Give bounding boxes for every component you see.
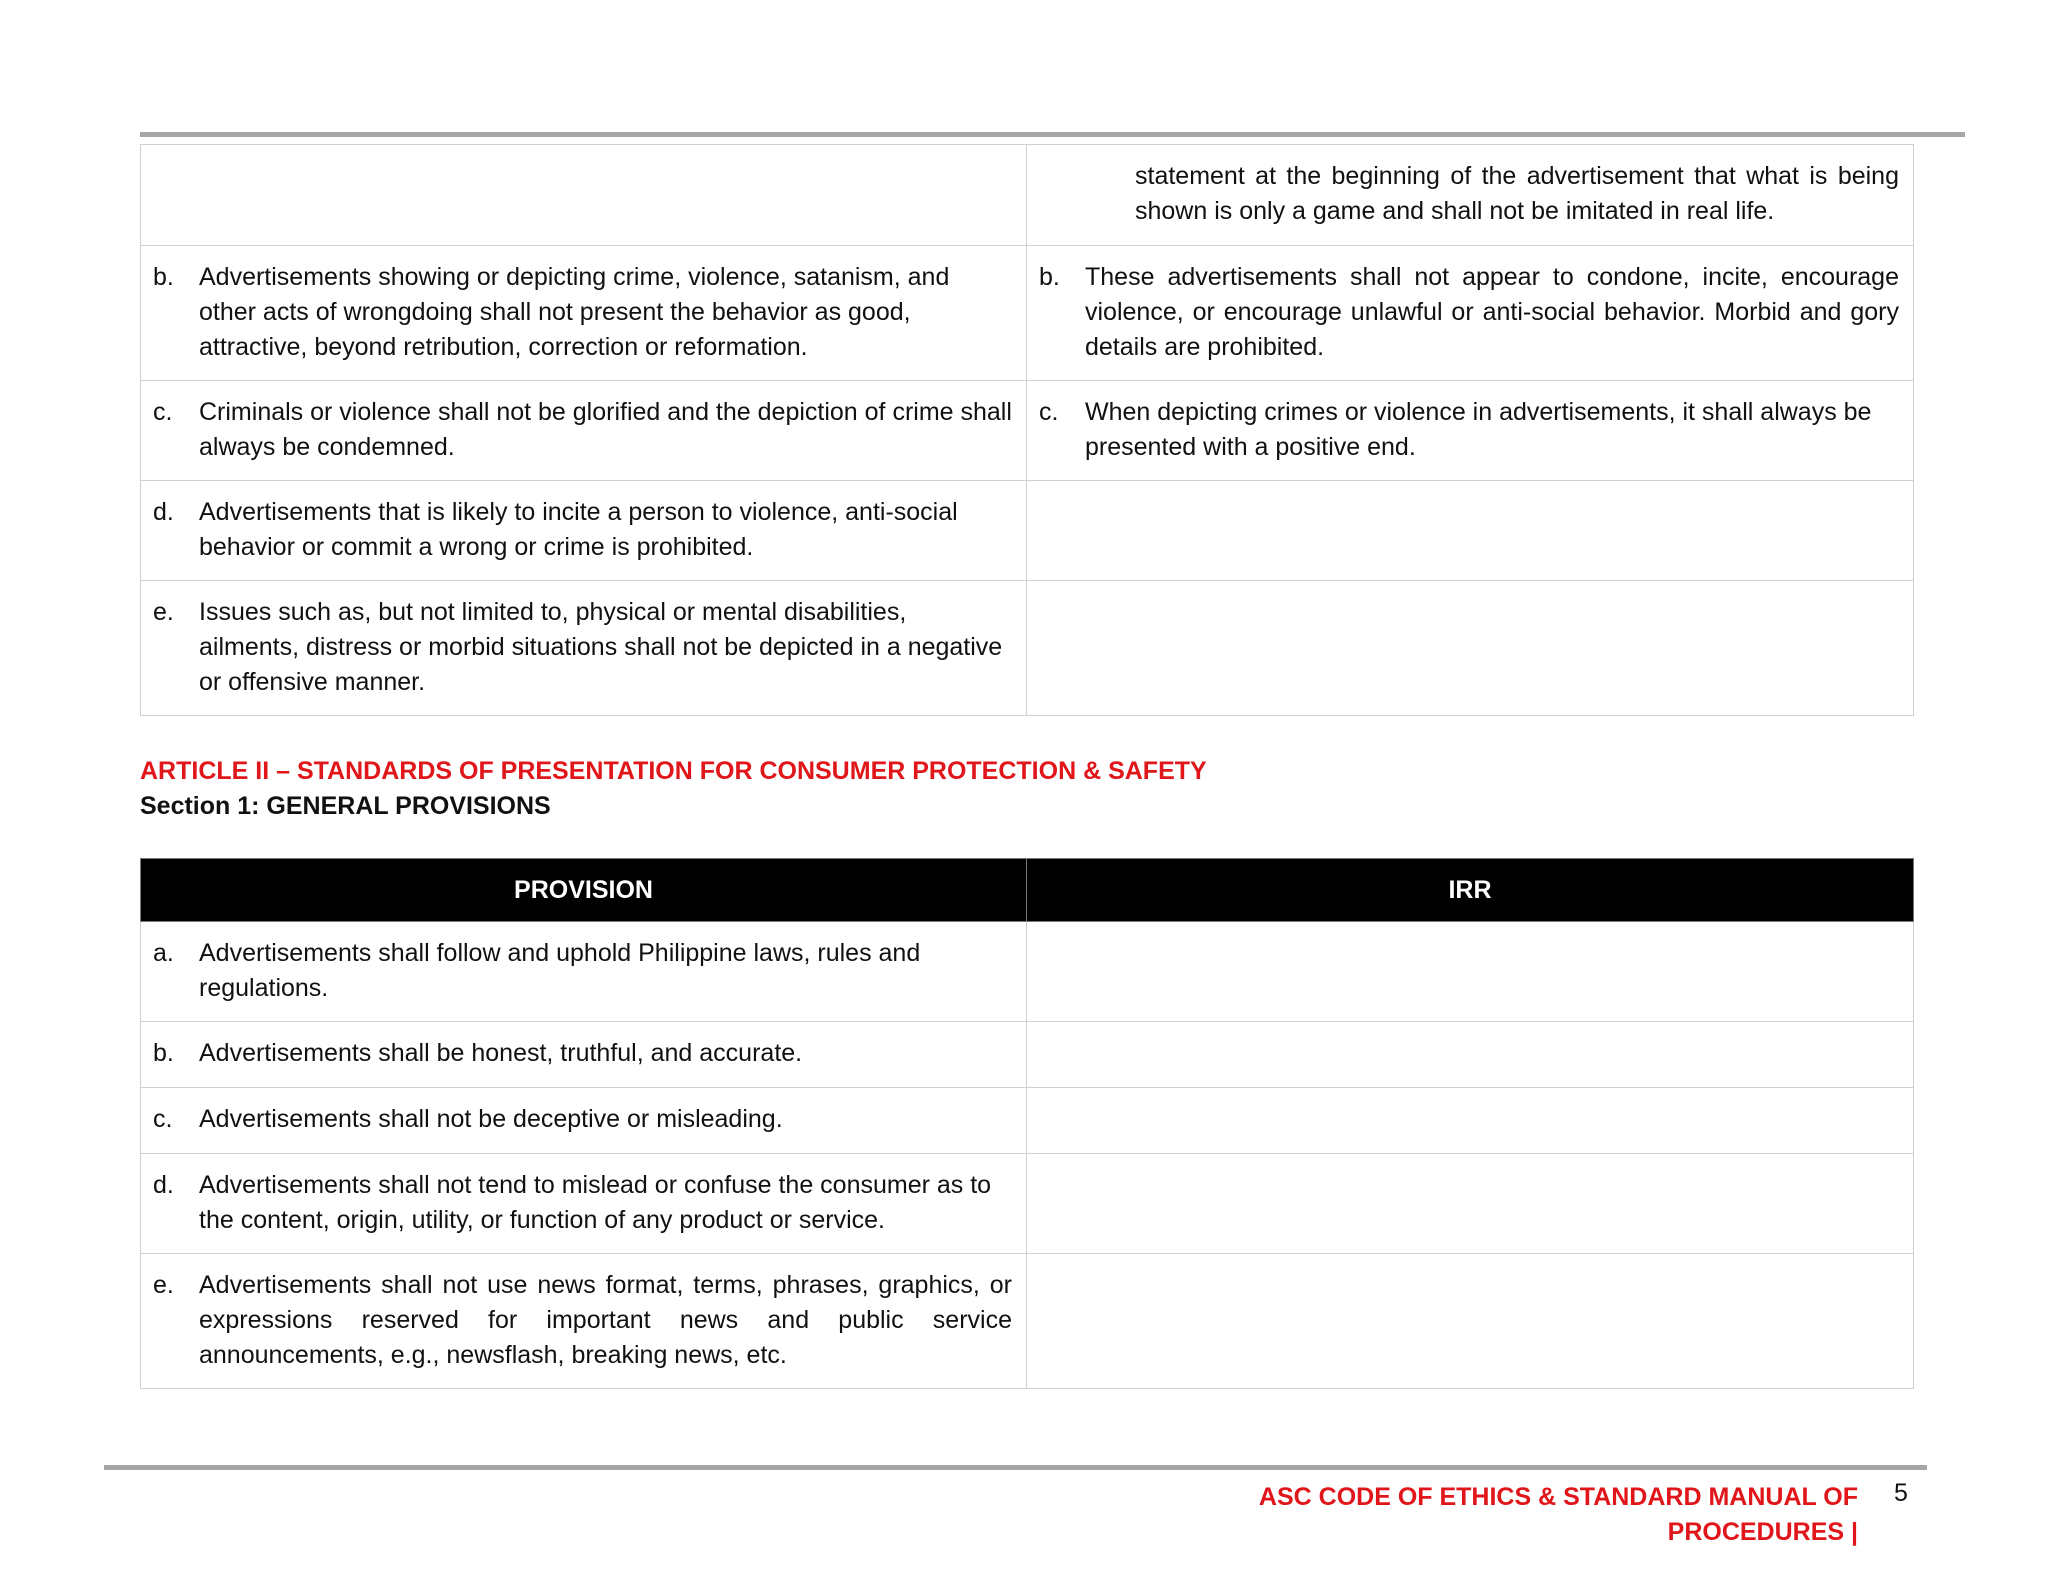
table-row	[141, 381, 1914, 481]
irr-text: When depicting crimes or violence in advertisements, it shall always be presented with a positive end.	[1085, 398, 1872, 461]
irr-cell	[1027, 381, 1914, 481]
irr-cell	[1027, 581, 1914, 716]
article-title: ARTICLE II – STANDARDS OF PRESENTATION FOR CONSUMER PROTECTION & SAFETY	[140, 757, 1207, 785]
table-row	[141, 1254, 1914, 1389]
code-table-continued	[140, 144, 1914, 716]
irr-cell	[1027, 145, 1914, 246]
item-label: c.	[1039, 398, 1059, 426]
provision-cell	[141, 381, 1027, 481]
provision-text: Advertisements shall be honest, truthful, and accurate.	[199, 1039, 803, 1067]
irr-cell	[1027, 1154, 1914, 1254]
provision-cell	[141, 581, 1027, 716]
provision-cell	[141, 246, 1027, 381]
item-label: e.	[153, 1271, 174, 1299]
provision-cell	[141, 145, 1027, 246]
provision-text: Advertisements that is likely to incite a person to violence, anti-social behavior or commit a wrong or crime is prohibited.	[199, 498, 958, 561]
irr-text: These advertisements shall not appear to condone, incite, encourage violence, or encourage unlawful or anti-social behavior. Morbid and gory details are prohibited.	[1085, 263, 1899, 361]
provision-text: Advertisements showing or depicting crime, violence, satanism, and other acts of wrongdoing shall not present the behavior as good, attractive, beyond retribution, correction or reformation.	[199, 263, 950, 361]
irr-cell	[1027, 481, 1914, 581]
item-label: c.	[153, 1105, 173, 1133]
irr-cell	[1027, 246, 1914, 381]
table-row	[141, 246, 1914, 381]
item-label: d.	[153, 1171, 174, 1199]
table-row	[141, 1022, 1914, 1088]
provision-cell	[141, 1088, 1027, 1154]
provision-cell	[141, 1022, 1027, 1088]
irr-cell	[1027, 1022, 1914, 1088]
table-row	[141, 922, 1914, 1022]
provision-header: PROVISION	[141, 859, 1027, 922]
footer-title: ASC CODE OF ETHICS & STANDARD MANUAL OF PROCEDURES |	[1258, 1483, 1858, 1546]
irr-header: IRR	[1027, 859, 1914, 922]
irr-cell	[1027, 922, 1914, 1022]
table-header-row	[141, 859, 1914, 922]
table-row	[141, 581, 1914, 716]
provision-text: Advertisements shall not tend to mislead or confuse the consumer as to the content, origin, utility, or function of any product or service.	[199, 1171, 992, 1234]
item-label: b.	[153, 1039, 174, 1067]
table-row	[141, 145, 1914, 246]
item-label: c.	[153, 398, 173, 426]
provision-text: Issues such as, but not limited to, physical or mental disabilities, ailments, distress or morbid situations shall not be depicted in a negative or offensive manner.	[199, 598, 1003, 696]
section-title: Section 1: GENERAL PROVISIONS	[140, 792, 551, 820]
irr-continuation-text: statement at the beginning of the advertisement that what is being shown is only a game and shall not be imitated in real life.	[1135, 162, 1899, 225]
provision-cell	[141, 1254, 1027, 1389]
provision-cell	[141, 481, 1027, 581]
item-label: d.	[153, 498, 174, 526]
footer-rule	[104, 1465, 1927, 1470]
item-label: a.	[153, 939, 174, 967]
item-label: b.	[153, 263, 174, 291]
header-rule	[140, 132, 1965, 137]
table-row	[141, 1088, 1914, 1154]
provision-cell	[141, 1154, 1027, 1254]
table-row	[141, 1154, 1914, 1254]
item-label: b.	[1039, 263, 1060, 291]
irr-cell	[1027, 1088, 1914, 1154]
provision-text: Advertisements shall not be deceptive or misleading.	[199, 1105, 783, 1133]
item-label: e.	[153, 598, 174, 626]
provision-text: Advertisements shall follow and uphold Philippine laws, rules and regulations.	[199, 939, 921, 1002]
provision-text: Advertisements shall not use news format, terms, phrases, graphics, or expressions reserved for important news and public service announcements, e.g., newsflash, breaking news, etc.	[199, 1271, 1012, 1369]
provision-text: Criminals or violence shall not be glorified and the depiction of crime shall always be condemned.	[199, 398, 1012, 461]
provision-cell	[141, 922, 1027, 1022]
page-number: 5	[1894, 1479, 1908, 1507]
table-row	[141, 481, 1914, 581]
irr-cell	[1027, 1254, 1914, 1389]
general-provisions-table	[140, 858, 1914, 1389]
